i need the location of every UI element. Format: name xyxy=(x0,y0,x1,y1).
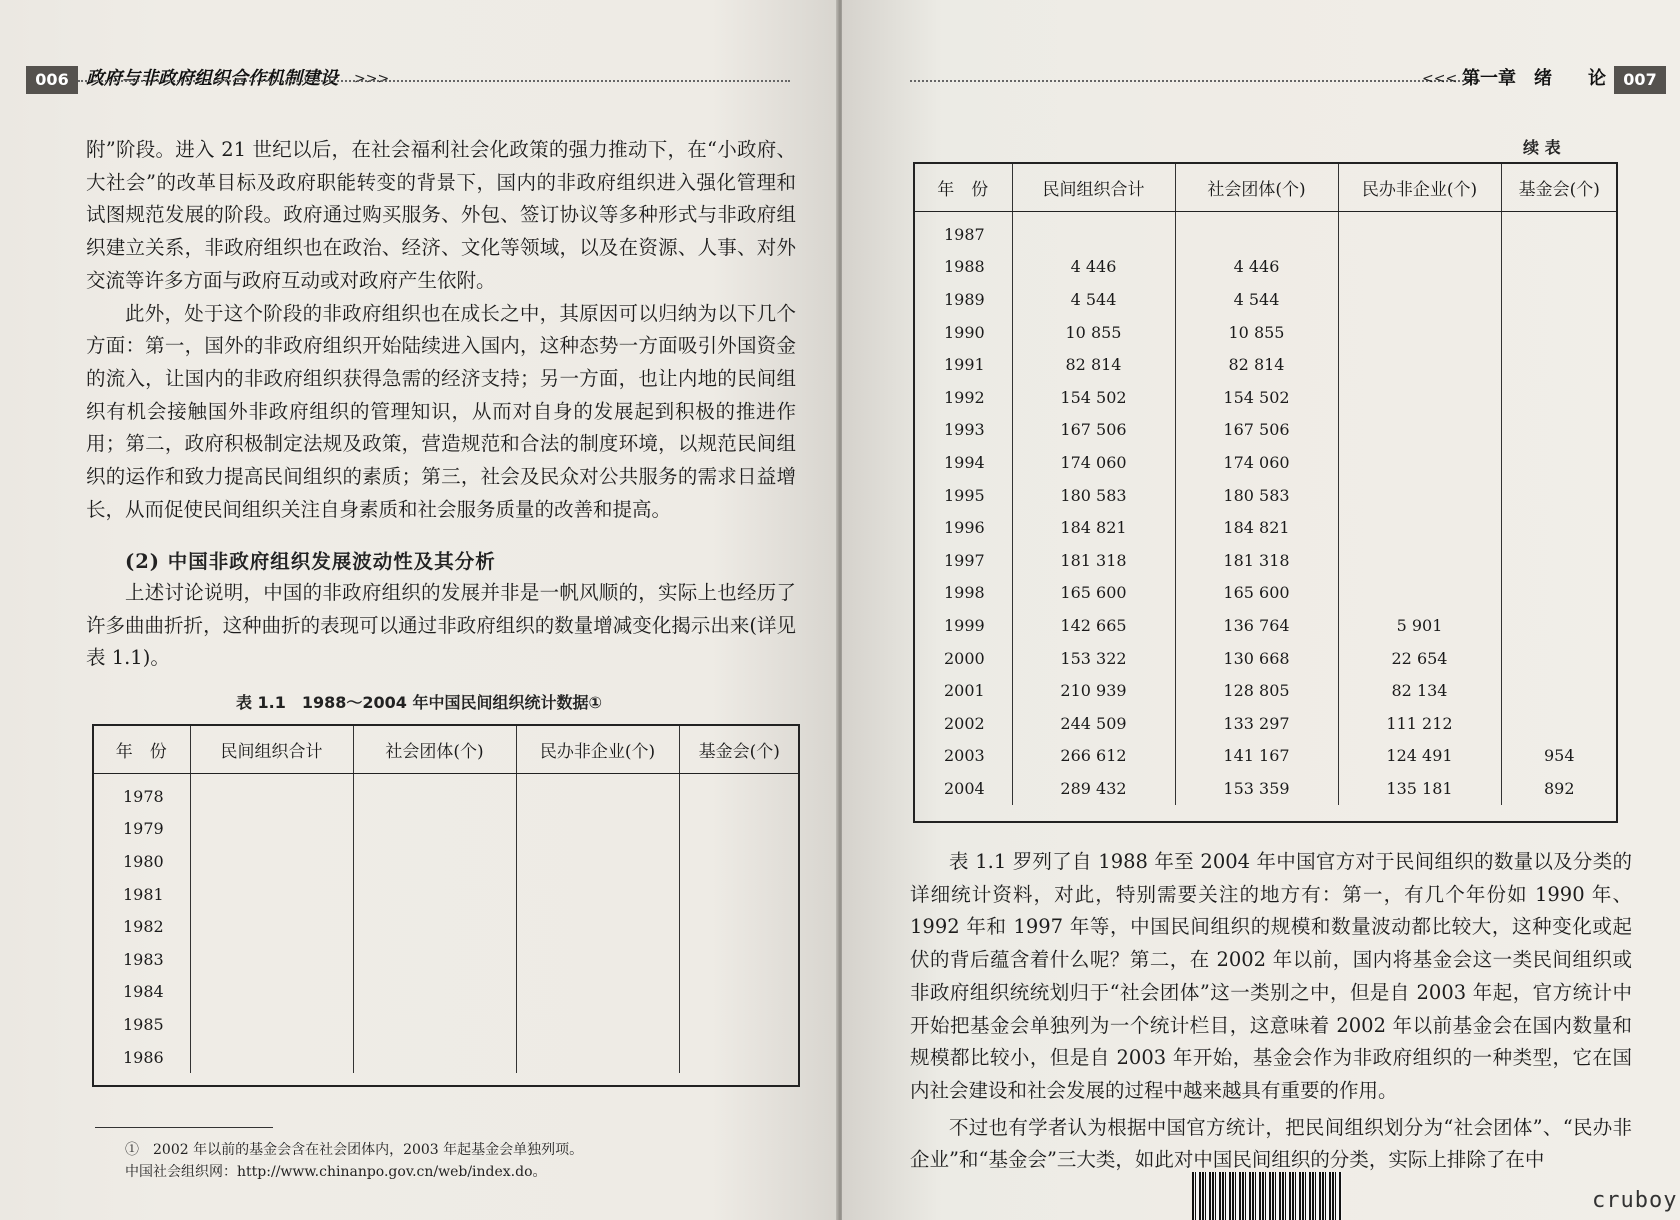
value-cell xyxy=(353,774,516,813)
left-page xyxy=(0,0,838,1220)
value-cell xyxy=(1338,212,1501,251)
value-cell: 5 901 xyxy=(1338,609,1501,642)
table-row xyxy=(914,251,1617,284)
value-cell: 165 600 xyxy=(1012,577,1175,610)
value-cell xyxy=(1338,544,1501,577)
paragraph: 上述讨论说明，中国的非政府组织的发展并非是一帆风顺的，实际上也经历了许多曲曲折折，这种曲折的表现可以通过非政府组织的数量增减变化揭示出来(详见表 1.1)。 xyxy=(86,581,796,670)
value-cell xyxy=(1012,212,1175,251)
value-cell xyxy=(190,910,353,943)
year-cell: 2004 xyxy=(914,772,1012,805)
year-cell: 1994 xyxy=(914,446,1012,479)
value-cell xyxy=(353,845,516,878)
body-text xyxy=(86,134,796,526)
value-cell xyxy=(1338,479,1501,512)
value-cell xyxy=(190,878,353,911)
value-cell xyxy=(1501,446,1617,479)
column-header: 民办非企业(个) xyxy=(1338,163,1501,212)
value-cell: 82 814 xyxy=(1012,348,1175,381)
year-cell: 1988 xyxy=(914,251,1012,284)
paragraph: 此外，处于这个阶段的非政府组织也在成长之中，其原因可以归纳为以下几个方面：第一，国外的非政府组织开始陆续进入国内，这种态势一方面吸引外国资金的流入，让国内的非政府组织获得急需的经济支持；另一方面，也让内地的民间组织有机会接触国外非政府组织的管理知识，从而对自身的发展起到积极的推进作用；第二，政府积极制定法规及政策，营造规范和合法的制度环境，以规范民间组织的运作和致力提高民间组织的素质；第三，社会及民众对公共服务的需求日益增长，从而促使民间组织关注自身素质和社会服务质量的改善和提高。 xyxy=(86,301,796,521)
value-cell: 124 491 xyxy=(1338,740,1501,773)
year-cell: 1998 xyxy=(914,577,1012,610)
value-cell xyxy=(353,1041,516,1074)
column-header: 民办非企业(个) xyxy=(516,725,679,774)
table-row xyxy=(914,642,1617,675)
value-cell xyxy=(1338,251,1501,284)
value-cell xyxy=(190,1008,353,1041)
table-row xyxy=(914,740,1617,773)
value-cell xyxy=(1338,511,1501,544)
value-cell: 128 805 xyxy=(1175,674,1338,707)
value-cell xyxy=(679,910,799,943)
value-cell: 154 502 xyxy=(1012,381,1175,414)
column-header: 民间组织合计 xyxy=(1012,163,1175,212)
value-cell: 10 855 xyxy=(1012,316,1175,349)
paragraph: 表 1.1 罗列了自 1988 年至 2004 年中国官方对于民间组织的数量以及分类的详细统计资料，对此，特别需要关注的地方有：第一，有几个年份如 1990 年、1992 年和 1997 年等，中国民间组织的规模和数量波动都比较大，这种变化或起伏的背后蕴含着什么呢？第二，在 2002 年以前，国内将基金会这一类民间组织或非政府组织统统划归于“社会团体”这一类别之中，但是自 2003 年起，官方统计中开始把基金会单独列为一个统计栏目，这意味着 2002 年以前基金会在国内数量和规模都比较小，但是自 2003 年开始，基金会作为非政府组织的一种类型，它在国内社会建设和社会发展的过程中越来越具有重要的作用。 xyxy=(910,850,1632,1102)
value-cell xyxy=(353,976,516,1009)
value-cell xyxy=(516,1008,679,1041)
value-cell xyxy=(516,813,679,846)
year-cell: 2002 xyxy=(914,707,1012,740)
year-cell: 1996 xyxy=(914,511,1012,544)
value-cell xyxy=(1338,414,1501,447)
footnote: 中国社会组织网：http://www.chinanpo.gov.cn/web/index.do。 xyxy=(125,1164,547,1180)
body-text xyxy=(86,577,796,675)
column-header: 民间组织合计 xyxy=(190,725,353,774)
value-cell: 4 544 xyxy=(1012,283,1175,316)
value-cell: 167 506 xyxy=(1175,414,1338,447)
value-cell xyxy=(1501,251,1617,284)
chapter-title: 第一章 绪 论 xyxy=(1462,68,1606,89)
table-row xyxy=(93,910,799,943)
year-cell: 1999 xyxy=(914,609,1012,642)
value-cell: 22 654 xyxy=(1338,642,1501,675)
value-cell: 244 509 xyxy=(1012,707,1175,740)
value-cell: 153 322 xyxy=(1012,642,1175,675)
value-cell xyxy=(190,1041,353,1074)
value-cell xyxy=(1501,642,1617,675)
value-cell xyxy=(1338,381,1501,414)
data-table xyxy=(93,725,799,1073)
value-cell xyxy=(1338,283,1501,316)
year-cell: 1986 xyxy=(93,1041,190,1074)
table-row xyxy=(914,348,1617,381)
value-cell xyxy=(516,878,679,911)
value-cell: 133 297 xyxy=(1175,707,1338,740)
footnote: ① 2002 年以前的基金会含在社会团体内，2003 年起基金会单独列项。 xyxy=(125,1142,584,1158)
value-cell xyxy=(1501,609,1617,642)
value-cell xyxy=(516,910,679,943)
running-title: 政府与非政府组织合作机制建设 xyxy=(86,68,338,89)
value-cell: 174 060 xyxy=(1012,446,1175,479)
continued-label: 续 表 xyxy=(1523,138,1561,157)
value-cell: 181 318 xyxy=(1012,544,1175,577)
value-cell xyxy=(353,943,516,976)
value-cell: 4 446 xyxy=(1012,251,1175,284)
value-cell xyxy=(353,878,516,911)
body-text xyxy=(910,846,1632,1177)
value-cell: 154 502 xyxy=(1175,381,1338,414)
value-cell: 4 544 xyxy=(1175,283,1338,316)
column-header: 年 份 xyxy=(93,725,190,774)
table-row xyxy=(914,544,1617,577)
year-cell: 1987 xyxy=(914,212,1012,251)
column-header: 社会团体(个) xyxy=(353,725,516,774)
year-cell: 1989 xyxy=(914,283,1012,316)
value-cell: 111 212 xyxy=(1338,707,1501,740)
value-cell: 167 506 xyxy=(1012,414,1175,447)
page-number: 007 xyxy=(1614,66,1666,94)
table-row xyxy=(93,1041,799,1074)
year-cell: 1980 xyxy=(93,845,190,878)
value-cell xyxy=(679,774,799,813)
value-cell: 135 181 xyxy=(1338,772,1501,805)
value-cell xyxy=(1338,577,1501,610)
data-table-continued xyxy=(914,163,1617,805)
value-cell xyxy=(1175,212,1338,251)
value-cell xyxy=(679,1008,799,1041)
watermark: cruboy xyxy=(1592,1188,1678,1213)
year-cell: 1984 xyxy=(93,976,190,1009)
header-arrows: >>> xyxy=(354,71,390,87)
year-cell: 1978 xyxy=(93,774,190,813)
value-cell xyxy=(190,813,353,846)
value-cell: 210 939 xyxy=(1012,674,1175,707)
paragraph: 附”阶段。进入 21 世纪以后，在社会福利社会化政策的强力推动下，在“小政府、大社会”的改革目标及政府职能转变的背景下，国内的非政府组织进入强化管理和试图规范发展的阶段。政府通过购买服务、外包、签订协议等多种形式与非政府组织建立关系，非政府组织也在政治、经济、文化等领域，以及在资源、人事、对外交流等许多方面与政府互动或对政府产生依附。 xyxy=(86,138,796,292)
value-cell: 141 167 xyxy=(1175,740,1338,773)
table-row xyxy=(93,774,799,813)
table-caption: 表 1.1 1988～2004 年中国民间组织统计数据① xyxy=(235,693,603,712)
page-number: 006 xyxy=(26,66,78,94)
table-row xyxy=(914,212,1617,251)
value-cell xyxy=(679,976,799,1009)
value-cell xyxy=(1501,511,1617,544)
header-arrows: <<< xyxy=(1422,71,1458,87)
year-cell: 1979 xyxy=(93,813,190,846)
column-header: 基金会(个) xyxy=(679,725,799,774)
value-cell xyxy=(516,943,679,976)
year-cell: 1981 xyxy=(93,878,190,911)
year-cell: 1983 xyxy=(93,943,190,976)
value-cell: 184 821 xyxy=(1175,511,1338,544)
year-cell: 2001 xyxy=(914,674,1012,707)
section-heading: (2) 中国非政府组织发展波动性及其分析 xyxy=(125,550,496,573)
barcode xyxy=(1192,1172,1342,1220)
value-cell xyxy=(1338,316,1501,349)
table-row xyxy=(914,772,1617,805)
value-cell xyxy=(1501,707,1617,740)
year-cell: 1993 xyxy=(914,414,1012,447)
year-cell: 1990 xyxy=(914,316,1012,349)
header-rule xyxy=(78,80,790,82)
value-cell xyxy=(679,1041,799,1074)
table-row xyxy=(93,813,799,846)
column-header: 社会团体(个) xyxy=(1175,163,1338,212)
value-cell: 82 134 xyxy=(1338,674,1501,707)
value-cell: 954 xyxy=(1543,746,1575,766)
value-cell xyxy=(1501,212,1617,251)
value-cell xyxy=(516,976,679,1009)
value-cell: 4 446 xyxy=(1175,251,1338,284)
value-cell: 10 855 xyxy=(1175,316,1338,349)
year-cell: 1982 xyxy=(93,910,190,943)
year-cell: 1995 xyxy=(914,479,1012,512)
value-cell xyxy=(353,1008,516,1041)
header-rule xyxy=(910,80,1480,82)
year-cell: 1985 xyxy=(93,1008,190,1041)
table-row xyxy=(93,943,799,976)
value-cell xyxy=(190,943,353,976)
value-cell xyxy=(1501,414,1617,447)
year-cell: 1991 xyxy=(914,348,1012,381)
value-cell: 174 060 xyxy=(1175,446,1338,479)
table-row xyxy=(914,511,1617,544)
table-row xyxy=(93,878,799,911)
value-cell: 136 764 xyxy=(1175,609,1338,642)
year-cell: 1992 xyxy=(914,381,1012,414)
value-cell xyxy=(353,910,516,943)
value-cell: 892 xyxy=(1543,778,1575,798)
value-cell xyxy=(190,976,353,1009)
right-page xyxy=(842,0,1680,1220)
value-cell: 165 600 xyxy=(1175,577,1338,610)
value-cell xyxy=(1501,283,1617,316)
value-cell xyxy=(1501,348,1617,381)
value-cell: 289 432 xyxy=(1012,772,1175,805)
value-cell xyxy=(679,813,799,846)
value-cell: 184 821 xyxy=(1012,511,1175,544)
table-row xyxy=(914,381,1617,414)
table-row xyxy=(914,283,1617,316)
value-cell: 180 583 xyxy=(1012,479,1175,512)
value-cell: 142 665 xyxy=(1012,609,1175,642)
value-cell: 266 612 xyxy=(1012,740,1175,773)
year-cell: 2000 xyxy=(914,642,1012,675)
value-cell: 130 668 xyxy=(1175,642,1338,675)
value-cell xyxy=(679,845,799,878)
value-cell: 181 318 xyxy=(1175,544,1338,577)
table-row xyxy=(914,707,1617,740)
value-cell xyxy=(190,774,353,813)
table-row xyxy=(914,577,1617,610)
column-header: 基金会(个) xyxy=(1501,163,1617,212)
paragraph: 不过也有学者认为根据中国官方统计，把民间组织划分为“社会团体”、“民办非企业”和“基金会”三大类，如此对中国民间组织的分类，实际上排除了在中 xyxy=(910,1115,1632,1172)
value-cell: 82 814 xyxy=(1175,348,1338,381)
table-row xyxy=(93,845,799,878)
table-row xyxy=(914,609,1617,642)
value-cell xyxy=(516,845,679,878)
value-cell xyxy=(516,1041,679,1074)
table-row xyxy=(93,1008,799,1041)
value-cell xyxy=(516,774,679,813)
table-row xyxy=(914,446,1617,479)
value-cell: 180 583 xyxy=(1175,479,1338,512)
value-cell xyxy=(1501,577,1617,610)
value-cell xyxy=(1501,479,1617,512)
value-cell xyxy=(1501,381,1617,414)
table-row xyxy=(93,976,799,1009)
table-row xyxy=(914,674,1617,707)
value-cell xyxy=(190,845,353,878)
value-cell xyxy=(679,878,799,911)
value-cell xyxy=(1501,674,1617,707)
value-cell xyxy=(1501,544,1617,577)
footnote-rule xyxy=(95,1127,273,1128)
value-cell xyxy=(1501,316,1617,349)
column-header: 年 份 xyxy=(914,163,1012,212)
value-cell xyxy=(353,813,516,846)
year-cell: 1997 xyxy=(914,544,1012,577)
table-row xyxy=(914,316,1617,349)
value-cell: 153 359 xyxy=(1175,772,1338,805)
year-cell: 2003 xyxy=(914,740,1012,773)
table-row xyxy=(914,414,1617,447)
value-cell xyxy=(1338,446,1501,479)
value-cell xyxy=(1338,348,1501,381)
value-cell xyxy=(679,943,799,976)
table-row xyxy=(914,479,1617,512)
